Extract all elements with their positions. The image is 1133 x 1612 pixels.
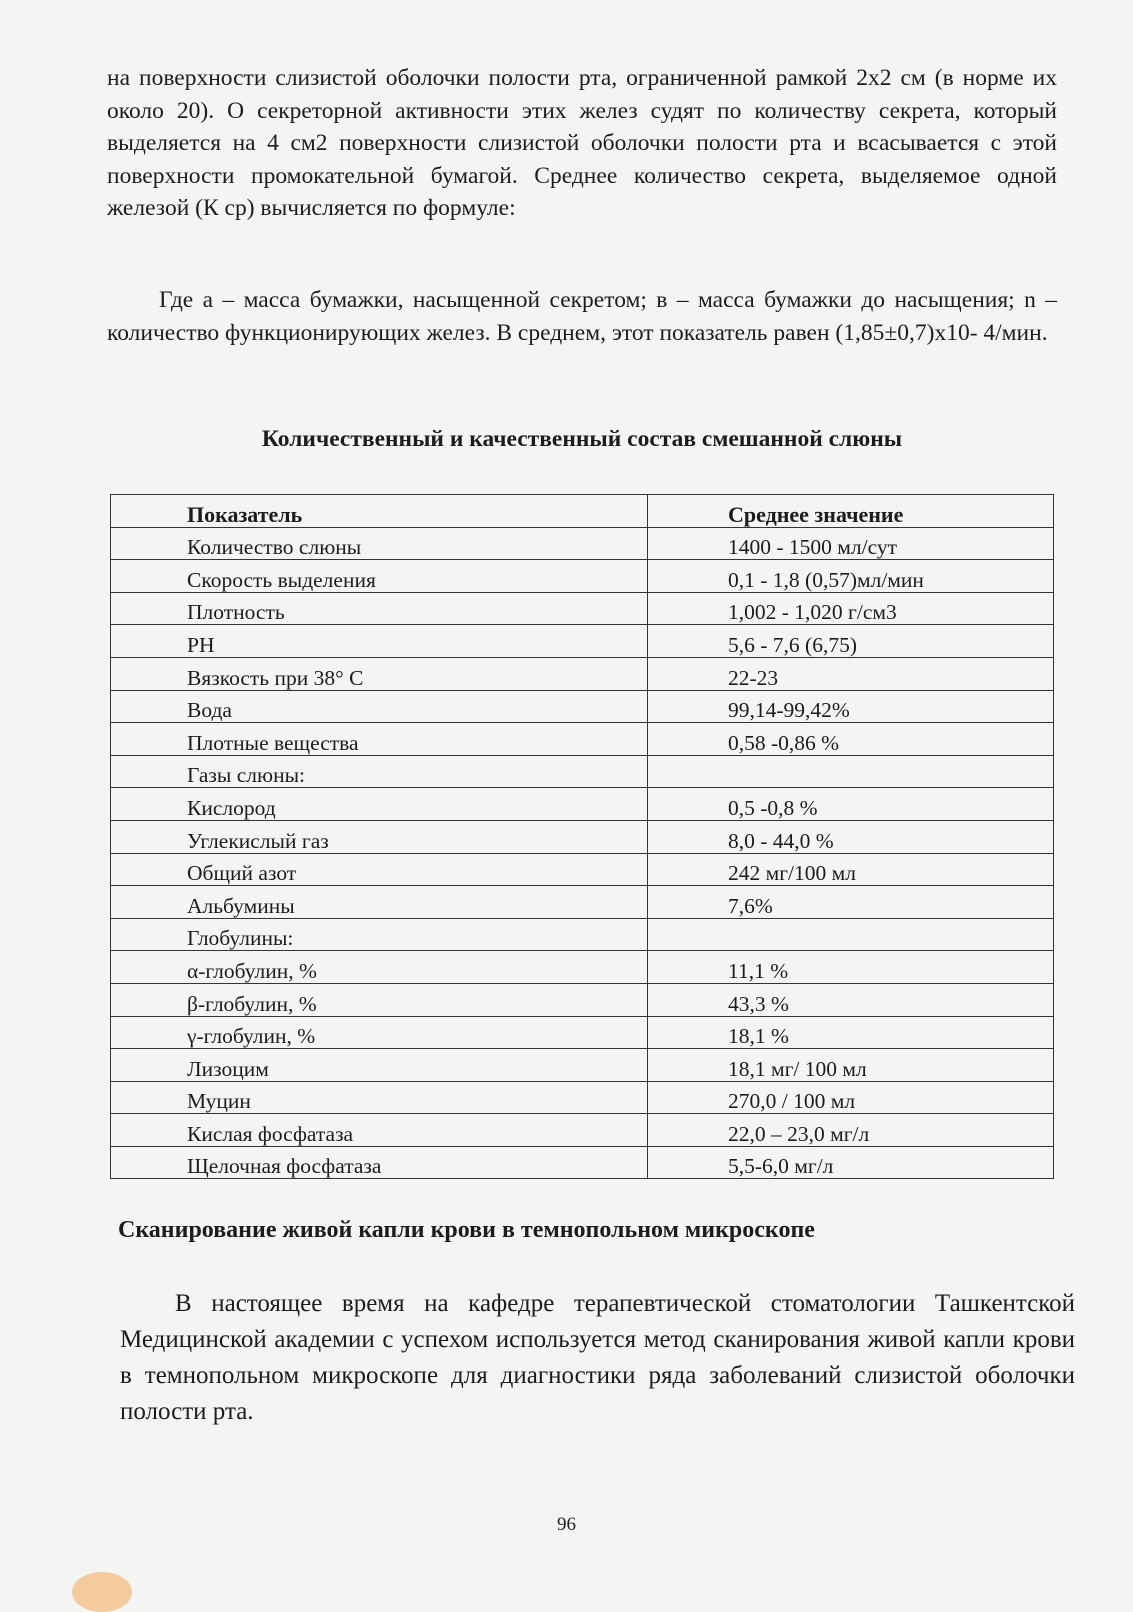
- cell-value: 1,002 - 1,020 г/см3: [648, 592, 1054, 625]
- header-average-value: Среднее значение: [648, 495, 1054, 528]
- cell-value: 22,0 – 23,0 мг/л: [648, 1114, 1054, 1147]
- cell-indicator: Щелочная фосфатаза: [111, 1146, 648, 1179]
- table-row: [111, 592, 1054, 625]
- table-row: [111, 853, 1054, 886]
- table-row: [111, 1049, 1054, 1082]
- table-row: [111, 820, 1054, 853]
- cell-indicator: Лизоцим: [111, 1049, 648, 1082]
- cell-indicator: Скорость выделения: [111, 560, 648, 593]
- cell-indicator: Кислая фосфатаза: [111, 1114, 648, 1147]
- cell-indicator: Муцин: [111, 1081, 648, 1114]
- cell-value: [648, 918, 1054, 951]
- cell-value: 1400 - 1500 мл/сут: [648, 527, 1054, 560]
- cell-value: 0,58 -0,86 %: [648, 723, 1054, 756]
- cell-indicator: Вязкость при 38° С: [111, 657, 648, 690]
- cell-value: 5,6 - 7,6 (6,75): [648, 625, 1054, 658]
- cell-value: [648, 755, 1054, 788]
- table-row: [111, 983, 1054, 1016]
- saliva-composition-table: [110, 494, 1054, 1179]
- cell-value: 7,6%: [648, 886, 1054, 919]
- table-row: [111, 1146, 1054, 1179]
- cell-indicator: Альбумины: [111, 886, 648, 919]
- cell-indicator: Углекислый газ: [111, 820, 648, 853]
- cell-indicator: α-глобулин, %: [111, 951, 648, 984]
- cell-value: 18,1 %: [648, 1016, 1054, 1049]
- scan-smudge: [72, 1572, 132, 1612]
- cell-value: 18,1 мг/ 100 мл: [648, 1049, 1054, 1082]
- table-row: [111, 527, 1054, 560]
- table-row: [111, 788, 1054, 821]
- table-title: Количественный и качественный состав смешанной слюны: [261, 426, 903, 452]
- table-row: [111, 690, 1054, 723]
- cell-indicator: Количество слюны: [111, 527, 648, 560]
- cell-indicator: Вода: [111, 690, 648, 723]
- cell-indicator: PH: [111, 625, 648, 658]
- table-row: [111, 723, 1054, 756]
- table-row: [111, 1081, 1054, 1114]
- cell-value: 5,5-6,0 мг/л: [648, 1146, 1054, 1179]
- cell-value: 242 мг/100 мл: [648, 853, 1054, 886]
- table-row: [111, 918, 1054, 951]
- header-indicator: Показатель: [111, 495, 648, 528]
- paragraph-intro: на поверхности слизистой оболочки полости рта, ограниченной рамкой 2х2 см (в норме их около 20). О секреторной активности этих желез судят по количеству секрета, который выделяется на 4 см2 поверхности слизистой оболочки полости рта и всасывается с этой поверхности промокательной бумагой. Среднее количество секрета, выделяемое одной железой (К ср) вычисляется по формуле:: [107, 65, 1057, 221]
- section-title: Сканирование живой капли крови в темнопольном микроскопе: [118, 1217, 815, 1243]
- cell-value: 8,0 - 44,0 %: [648, 820, 1054, 853]
- cell-indicator: Глобулины:: [111, 918, 648, 951]
- cell-value: 0,1 - 1,8 (0,57)мл/мин: [648, 560, 1054, 593]
- cell-indicator: Кислород: [111, 788, 648, 821]
- table-row: [111, 1114, 1054, 1147]
- cell-value: 11,1 %: [648, 951, 1054, 984]
- table-row: [111, 1016, 1054, 1049]
- table-row: [111, 951, 1054, 984]
- cell-indicator: Плотные вещества: [111, 723, 648, 756]
- cell-value: 22-23: [648, 657, 1054, 690]
- table-row: [111, 886, 1054, 919]
- cell-value: 43,3 %: [648, 983, 1054, 1016]
- cell-indicator: Газы слюны:: [111, 755, 648, 788]
- table-row: [111, 755, 1054, 788]
- table-row: [111, 625, 1054, 658]
- cell-indicator: β-глобулин, %: [111, 983, 648, 1016]
- table-row: [111, 657, 1054, 690]
- table-row: [111, 560, 1054, 593]
- cell-value: 270,0 / 100 мл: [648, 1081, 1054, 1114]
- cell-value: 0,5 -0,8 %: [648, 788, 1054, 821]
- paragraph-formula-explanation: Где а – масса бумажки, насыщенной секретом; в – масса бумажки до насыщения; n – количество функционирующих желез. В среднем, этот показатель равен (1,85±0,7)х10- 4/мин.: [107, 287, 1057, 346]
- paragraph-section-body: В настоящее время на кафедре терапевтической стоматологии Ташкентской Медицинской академии с успехом используется метод сканирования живой капли крови в темнопольном микроскопе для диагностики ряда заболеваний слизистой оболочки полости рта.: [120, 1290, 1075, 1425]
- cell-indicator: Общий азот: [111, 853, 648, 886]
- page-number: 96: [557, 1514, 576, 1535]
- cell-indicator: Плотность: [111, 592, 648, 625]
- table-header-row: [111, 495, 1054, 528]
- cell-value: 99,14-99,42%: [648, 690, 1054, 723]
- cell-indicator: γ-глобулин, %: [111, 1016, 648, 1049]
